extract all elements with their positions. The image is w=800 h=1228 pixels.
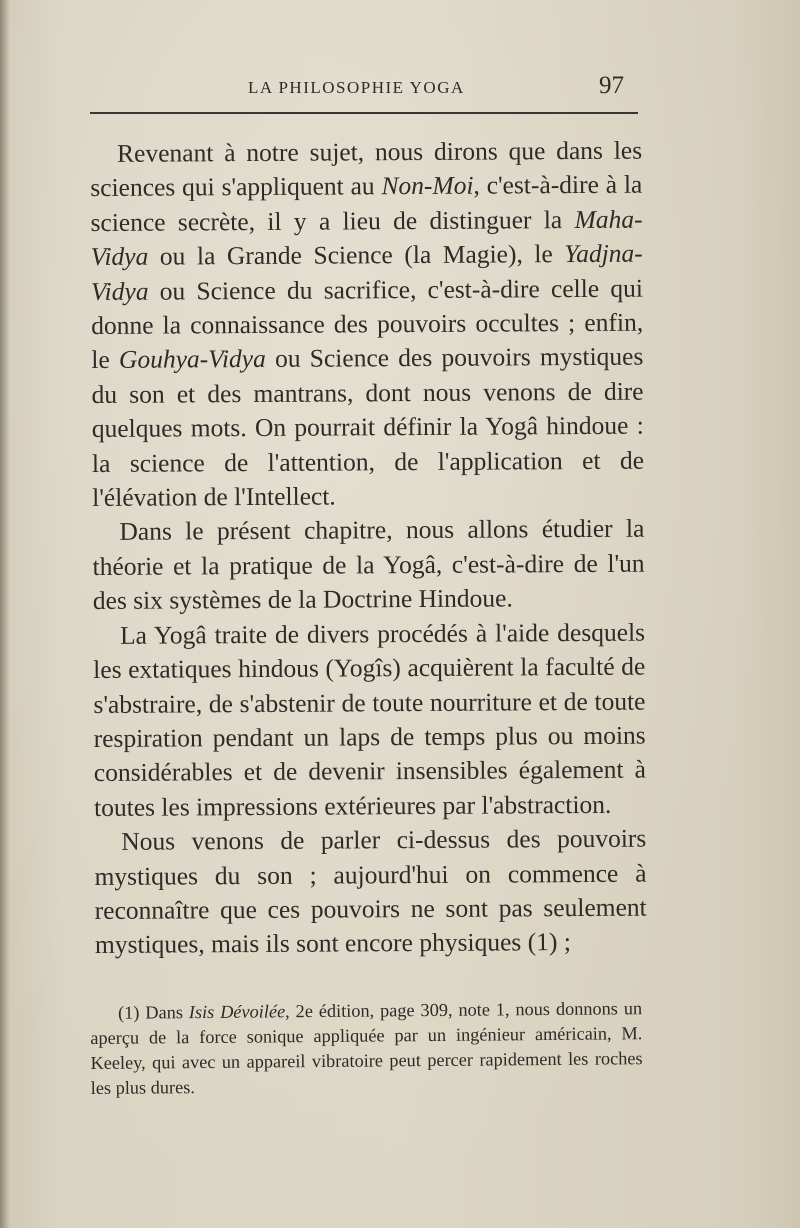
footnote-text-b: , 2e édition, page 309, note 1, nous donnons un aperçu de la force sonique appliquée par un ingénieur américain, M. Keeley, qui avec un appareil vibratoire peut percer rapidement les roches les plus dures. <box>90 998 643 1098</box>
footnote-book-title: Isis Dévoilée <box>188 1001 286 1023</box>
term-gouhya-vidya: Gouhya-Vidya <box>118 344 266 375</box>
footnote-text-a: (1) Dans <box>118 1002 189 1023</box>
term-non-moi: Non-Moi <box>381 171 474 201</box>
page-number: 97 <box>599 72 624 99</box>
paragraph-1-text-b: , c'est-à-dire à la science secrète, il y a lieu de distinguer la <box>90 170 643 237</box>
page-spine-shadow <box>0 0 10 1228</box>
paragraph-3: La Yogâ traite de divers procédés à l'aide desquels les extatiques hindous (Yogîs) acquièrent la faculté de s'abstraire, de s'abstenir de toute nourriture et de toute respiration pendant un laps de temps plus ou moins considérables et de devenir insensibles également à toutes les impressions extérieures par l'abstraction. <box>93 617 646 822</box>
paragraph-1-text-e: ou Science des pouvoirs mystiques du son et des mantrans, dont nous venons de dire quelques mots. On pourrait définir la Yogâ hindoue : la science de l'attention, de l'application et de l'élévation de l'Intellect. <box>91 342 645 513</box>
paragraph-1-text-d: ou Science du sacrifice, c'est-à-dire celle qui donne la connaissance des pouvoirs occultes ; enfin, le <box>91 273 644 375</box>
header-rule <box>90 112 638 114</box>
term-maha-vidya: Maha-Vidya <box>90 204 643 272</box>
main-text <box>90 134 647 963</box>
paragraph-2: Dans le présent chapitre, nous allons étudier la théorie et la pratique de la Yogâ, c'est-à-dire de l'un des six systèmes de la Doctrine Hindoue. <box>92 514 645 616</box>
running-title: LA PHILOSOPHIE YOGA <box>248 78 465 97</box>
paragraph-1-text-c: ou la Grande Science (la Magie), le <box>148 239 565 271</box>
page-header <box>90 70 640 110</box>
footnote <box>90 996 643 1101</box>
paragraph-4: Nous venons de parler ci-dessus des pouvoirs mystiques du son ; aujourd'hui on commence à reconnaître que ces pouvoirs ne sont pas seulement mystiques, mais ils sont encore physiques (1) ; <box>94 823 647 960</box>
term-yadjna-vidya: Yadjna-Vidya <box>90 238 643 306</box>
paragraph-1 <box>90 134 644 516</box>
footnote-1 <box>90 996 643 1101</box>
paragraph-1-text-a: Revenant à notre sujet, nous dirons que dans les sciences qui s'appliquent au <box>90 135 643 203</box>
